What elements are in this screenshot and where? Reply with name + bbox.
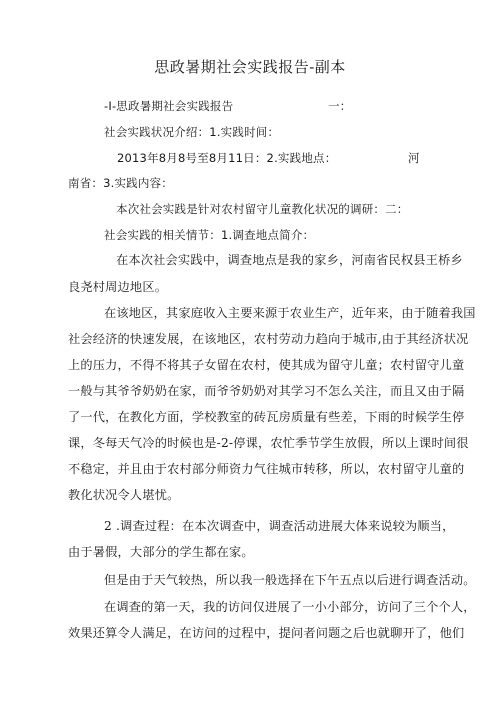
paragraph-line: 课，冬每天气冷的时候也是-2-停课，农忙季节学生放假，所以上课时间很 xyxy=(68,436,469,450)
text-line: 南省：3.实践内容： xyxy=(68,176,173,190)
paragraph-line: 了一代，在教化方面，学校教室的砖瓦房质量有些差，下雨的时候学生停 xyxy=(68,410,465,424)
paragraph-line: 良尧村周边地区。 xyxy=(68,280,168,294)
section-number: 一： xyxy=(328,99,352,113)
text-line: 社会实践状况介绍：1.实践时间： xyxy=(104,125,280,139)
paragraph-line: 社会经济的快速发展，在该地区，农村劳动力趋向于城市,由于其经济状况 xyxy=(68,332,469,346)
paragraph-line: 不稳定，并且由于农村部分师资力气往城市转移，所以，农村留守儿童的 xyxy=(68,462,465,476)
paragraph-line: 上的压力，不得不将其子女留在农村，使其成为留守儿童；农村留守儿童 xyxy=(68,358,465,372)
text-line: 本次社会实践是针对农村留守儿童教化状况的调研：二： xyxy=(116,202,409,216)
document-title: 思政暑期社会实践报告-副本 xyxy=(154,58,346,76)
paragraph-line: 在本次社会实践中，调查地点是我的家乡，河南省民权县王桥乡 xyxy=(116,253,463,267)
text-line: 社会实践的相关情节：1.调查地点简介： xyxy=(104,228,315,242)
text-line: 河 xyxy=(408,151,420,165)
text-line: 2013年8月8号至8月11日：2.实践地点： xyxy=(117,151,337,165)
paragraph-line: 效果还算令人满足，在访问的过程中，提问者问题之后也就聊开了，他们 xyxy=(68,626,465,640)
paragraph-line: 2 .调查过程：在本次调查中，调查活动进展大体来说较为顺当， xyxy=(104,519,455,533)
paragraph-line: 一般与其爷爷奶奶在家，而爷爷奶奶对其学习不怎么关注，而且又由于隔 xyxy=(68,384,465,398)
heading-line: -I-思政暑期社会实践报告 xyxy=(104,99,234,113)
paragraph-line: 在该地区，其家庭收入主要来源于农业生产，近年来，由于随着我国 xyxy=(104,306,476,320)
paragraph-line: 由于暑假，大部分的学生都在家。 xyxy=(68,545,254,559)
paragraph-line: 但是由于天气较热，所以我一般选择在下午五点以后进行调查活动。 xyxy=(104,573,476,587)
paragraph-line: 教化状况令人堪忧。 xyxy=(68,488,180,502)
paragraph-line: 在调查的第一天，我的访问仅进展了一小小部分，访问了三个个人， xyxy=(104,600,476,614)
